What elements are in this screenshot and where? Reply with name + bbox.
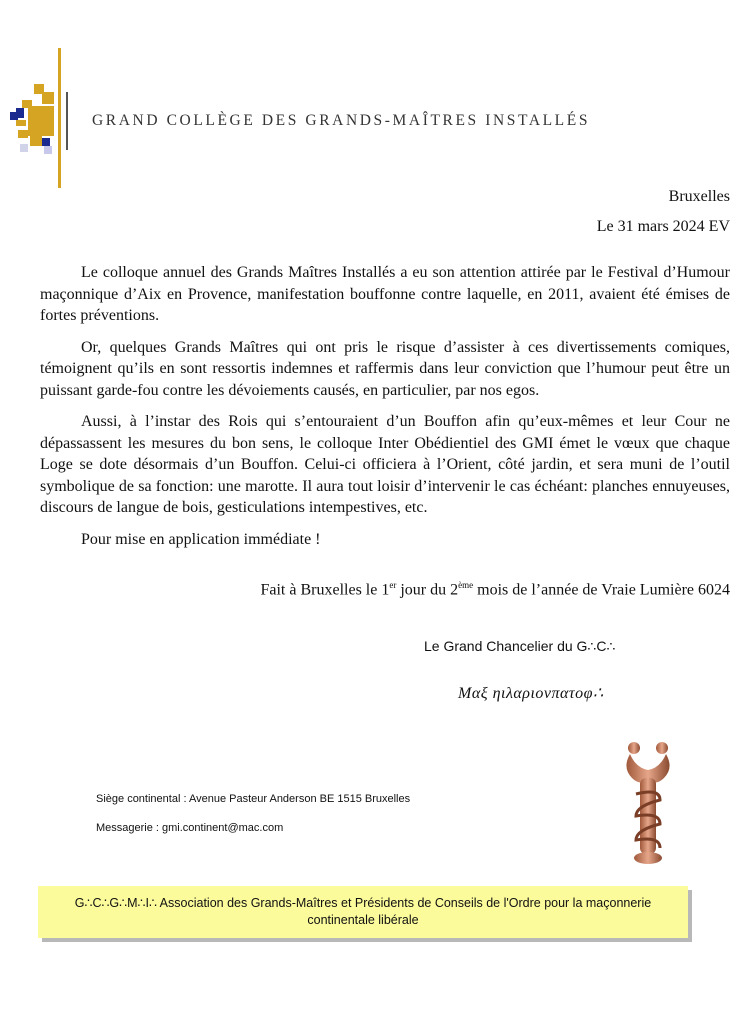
paragraph: Pour mise en application immédiate ! [81, 530, 321, 548]
closing-line: Fait à Bruxelles le 1er jour du 2ème mois de l’année de Vraie Lumière 6024 [260, 580, 730, 599]
footer-banner [38, 886, 688, 938]
serpent-statue-icon [610, 738, 690, 870]
seat-address: Siège continental : Avenue Pasteur Anderson BE 1515 Bruxelles [96, 793, 411, 805]
paragraph: Le colloque annuel des Grands Maîtres Installés a eu son attention attirée par le Festival d’Humour maçonnique d’Aix en Provence, manifestation bouffonne contre laquelle, en 2011, avaient été émises de fortes préventions. [40, 264, 730, 324]
chancellor-title: Le Grand Chancelier du G∴C∴ [424, 638, 616, 654]
paragraph: Or, quelques Grands Maîtres qui ont pris le risque d’assister à ces divertissements comiques, témoignent qu’ils en sont ressortis indemnes et raffermis dans leur conviction que l’humour peut être un puissant garde-fou contre les dévoiements causés, en particulier, par nos egos. [40, 338, 730, 399]
signature: Μαξ ηιλαριονπατοφ∴ [458, 685, 604, 702]
organization-title: GRAND COLLÈGE DES GRANDS-MAÎTRES INSTALLÉS [92, 112, 591, 129]
paragraph: Aussi, à l’instar des Rois qui s’entouraient d’un Bouffon afin qu’eux-mêmes et leur Cour ne dépassassent les mesures du bon sens, le colloque Inter Obédientiel des GMI émet le vœux que chaque Loge se dote désormais d’un Bouffon. Celui-ci officiera à l’Orient, côté jardin, et sera muni de l’outil symbolique de sa fonction: une marotte. Il aura tout loisir d’intervenir le cas échéant: planches ennuyeuses, discours de langue de bois, gesticulations intempestives, etc. [40, 413, 730, 516]
footer-text: G∴C∴G∴M∴I∴ Association des Grands-Maîtres et Présidents de Conseils de l'Ordre pour la maçonnerie continentale libérale [74, 896, 652, 927]
letter-body [40, 262, 730, 560]
letter-place: Bruxelles [668, 188, 730, 205]
mail-address: Messagerie : gmi.continent@mac.com [96, 822, 284, 834]
letter-date: Le 31 mars 2024 EV [596, 218, 730, 235]
college-logo [8, 48, 72, 188]
